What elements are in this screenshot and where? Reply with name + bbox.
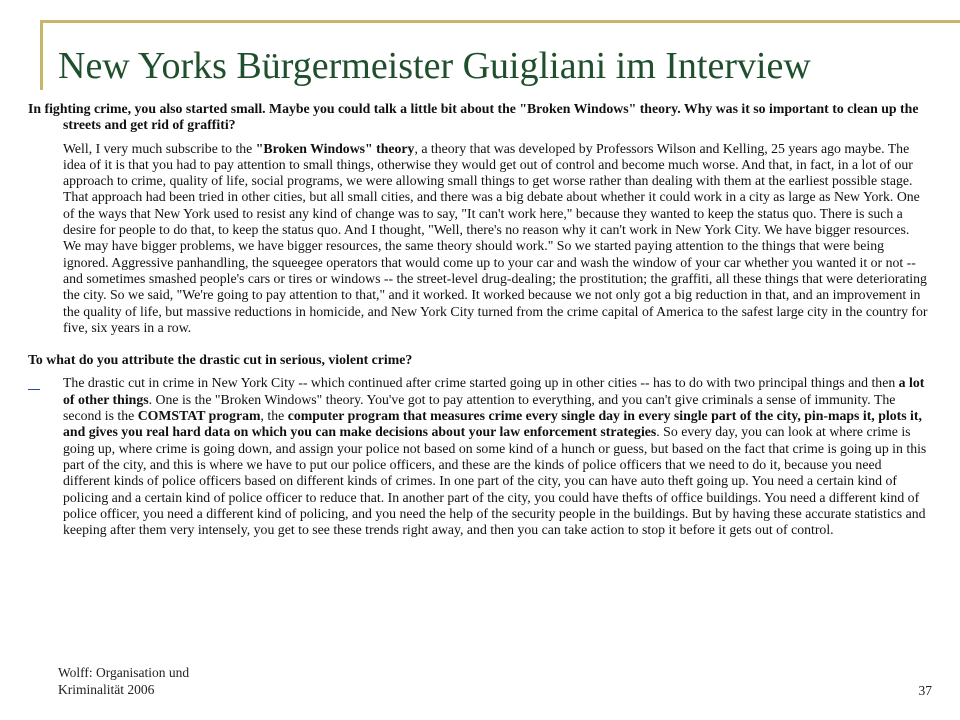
question-1: In fighting crime, you also started small. Maybe you could talk a little bit about the "Broken Windows" theory. Why was it so important to clean up the streets and get rid of graffiti? xyxy=(28,101,919,133)
answer-2-bold-other-things: a lot of other things xyxy=(63,375,925,407)
title-frame-left-line xyxy=(40,20,43,90)
answer-2-text-c: , the xyxy=(260,408,288,424)
answer-2-text-b: . One is the "Broken Windows" theory. You've got to pay attention to everything, and you can't give criminals a sense of immunity. The second is the xyxy=(63,391,896,424)
footer-source xyxy=(58,664,189,698)
answer-2-bold-computer-program: computer program that measures crime every single day in every single part of the city, pin-maps it, plots it, and gives you real hard data on which you can make decisions about your law enforcement strategies xyxy=(63,408,922,440)
question-2: To what do you attribute the drastic cut in serious, violent crime? xyxy=(28,352,413,368)
answer-1-text-b: , a theory that was developed by Professors Wilson and Kelling, 25 years ago maybe. The idea of it is that you had to pay attention to small things, otherwise they would get out of control and become much worse. And that, in fact, in a lot of our approach to crime, quality of life, social programs, we were allowing small things to get worse rather than dealing with them at the earliest possible stage. That approach had been tried in other cities, but all small cities, and there was a big debate about whether it could work in a city as large as New York. One of the ways that New York used to resist any kind of change was to say, "It can't work here," because they wanted to keep the status quo. There is such a desire for people to do that, to keep the status quo. And I thought, "Well, there's no reason why it can't work in New York City. We have bigger resources. We may have bigger problems, we have bigger resources, the same theory should work." So we started paying attention to the things that were being ignored. Aggressive panhandling, the squeegee operators that would come up to your car and wash the window of your car whether you wanted it or not -- and sometimes smashed people's cars or tires or windows -- the street-level drug-dealing; the prostitution; the graffiti, all these things that were deteriorating the city. So we said, "We're going to pay attention to that," and it worked. It worked because we not only got a big reduction in that, and an improvement in the quality of life, but massive reductions in homicide, and New York City turned from the crime capital of America to the safest large city in the country for five, six years in a row. xyxy=(63,140,928,335)
footer-line-2: Kriminalität 2006 xyxy=(58,682,155,697)
slide-title: New Yorks Bürgermeister Guigliani im Interview xyxy=(58,45,811,87)
footer-line-1: Wolff: Organisation und xyxy=(58,665,190,680)
slide-body xyxy=(28,101,930,554)
answer-2 xyxy=(28,375,930,538)
answer-1-bold-broken-windows: "Broken Windows" theory xyxy=(255,140,415,156)
answer-2-text-a: The drastic cut in crime in New York City -- which continued after crime started going up in other cities -- has to do with two principal things and then xyxy=(63,375,899,391)
answer-1 xyxy=(28,141,930,337)
answer-1-text-a: Well, I very much subscribe to the xyxy=(63,140,256,156)
answer-2-bold-comstat: COMSTAT program xyxy=(137,408,261,424)
answer-2-text-d: . So every day, you can look at where crime is going up, where crime is going down, and assign your police not based on some kind of a hunch or guess, but based on the fact that crime is going up in this part of the city, and this is where we have to put our police officers, and these are the kinds of police officers that we need to do it, because you need different kinds of police officers based on different kinds of crimes. In one part of the city, you can have auto theft going up. You need a certain kind of policing and a certain kind of police officer to reduce that. In another part of the city, you could have thefts of office buildings. You need a different kind of police officer, you need a different kind of policing, and you need the help of the security people in the buildings. But by having these accurate statistics and keeping after them very intensely, you get to see these trends right away, and then you can take action to stop it before it gets out of control. xyxy=(63,424,927,538)
page-number: 37 xyxy=(918,683,932,698)
underline-bullet-icon xyxy=(28,375,40,390)
title-frame-top-line xyxy=(40,20,960,23)
